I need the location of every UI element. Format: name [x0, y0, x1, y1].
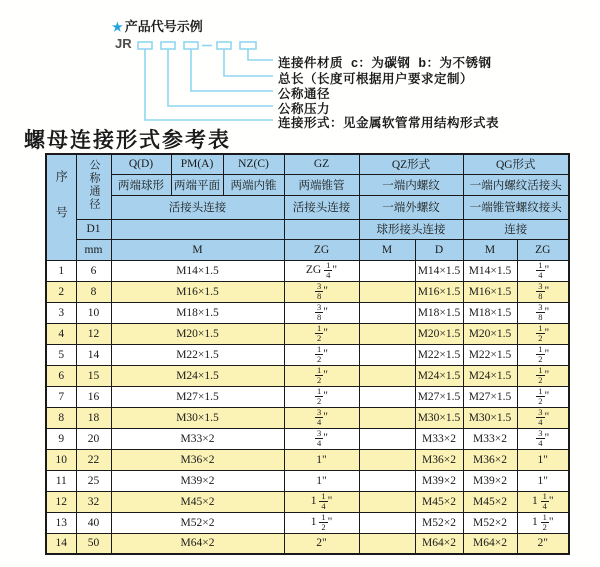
- cell-qg-m: M52×2: [463, 512, 517, 533]
- cell-qg-zg: $\frac{1}{2}$ ": [517, 344, 569, 365]
- cell-qg-m: M27×1.5: [463, 386, 517, 407]
- cell-m: M36×2: [111, 449, 284, 470]
- fraction: $\frac{1}{2}$: [538, 323, 543, 343]
- cell-qz-m: [359, 428, 415, 449]
- cell-d1: 18: [76, 407, 111, 428]
- cell-qz-m: [359, 407, 415, 428]
- fraction: $\frac{1}{4}$: [321, 491, 326, 511]
- header-desc-nzc: 两端内锥: [223, 174, 284, 195]
- cell-qg-zg: 1": [517, 449, 569, 470]
- cell-d1: 22: [76, 449, 111, 470]
- cell-qg-zg: 1 $\frac{1}{2}$ ": [517, 512, 569, 533]
- cell-qz-d: M24×1.5: [415, 365, 463, 386]
- star-icon: ★: [112, 20, 123, 34]
- callout-label-material: 连接件材质 c：为碳钢 b：为不锈钢: [278, 56, 492, 70]
- fraction: $\frac{1}{2}$: [317, 365, 322, 385]
- callout-label-form: 连接形式：见金属软管常用结构形式表: [278, 116, 500, 130]
- cell-no: 9: [46, 428, 76, 449]
- cell-qz-d: M39×2: [415, 470, 463, 491]
- fraction: $\frac{1}{2}$: [542, 512, 547, 532]
- cell-qz-d: M64×2: [415, 533, 463, 554]
- table-row: [46, 470, 569, 491]
- cell-qz-d: M45×2: [415, 491, 463, 512]
- code-box-3: [184, 42, 198, 49]
- cell-qz-m: [359, 449, 415, 470]
- fraction: $\frac{1}{4}$: [542, 491, 547, 511]
- cell-m: M24×1.5: [111, 365, 284, 386]
- cell-qz-d: M16×1.5: [415, 281, 463, 302]
- cell-qg-zg: 1": [517, 470, 569, 491]
- table-row: [46, 281, 569, 302]
- diagram-title: [112, 16, 203, 35]
- callout-label-pressure: 公称压力: [278, 102, 331, 116]
- cell-no: 6: [46, 365, 76, 386]
- header-union-connect: 活接头连接: [111, 195, 284, 219]
- cell-qg-m: M24×1.5: [463, 365, 517, 386]
- table-row: [46, 428, 569, 449]
- code-box-5: [240, 42, 256, 49]
- table-header: [46, 154, 569, 260]
- cell-qz-d: M22×1.5: [415, 344, 463, 365]
- cell-qg-m: M14×1.5: [463, 260, 517, 281]
- cell-no: 7: [46, 386, 76, 407]
- cell-d1: 8: [76, 281, 111, 302]
- cell-qg-zg: $\frac{1}{2}$ ": [517, 365, 569, 386]
- cell-no: 12: [46, 491, 76, 512]
- table-row: [46, 386, 569, 407]
- cell-qg-m: M33×2: [463, 428, 517, 449]
- diagram-title-text: 产品代号示例: [124, 19, 203, 34]
- header-desc-qd: 两端球形: [111, 174, 171, 195]
- cell-qz-d: M36×2: [415, 449, 463, 470]
- cell-zg: 1": [284, 470, 359, 491]
- fraction: $\frac{1}{4}$: [326, 260, 331, 280]
- cell-no: 13: [46, 512, 76, 533]
- cell-qg-zg: $\frac{1}{4}$ ": [517, 260, 569, 281]
- cell-m: M14×1.5: [111, 260, 284, 281]
- code-box-4: [217, 42, 231, 49]
- cell-m: M39×2: [111, 470, 284, 491]
- cell-qz-m: [359, 344, 415, 365]
- cell-qz-m: [359, 260, 415, 281]
- fraction: $\frac{1}{2}$: [538, 344, 543, 364]
- cell-qg-m: M64×2: [463, 533, 517, 554]
- cell-qz-m: [359, 491, 415, 512]
- fraction: $\frac{3}{4}$: [317, 428, 322, 448]
- table-row: [46, 302, 569, 323]
- table-body: [46, 260, 569, 554]
- cell-d1: 50: [76, 533, 111, 554]
- table-row: [46, 512, 569, 533]
- table-row: [46, 449, 569, 470]
- cell-zg: 2": [284, 533, 359, 554]
- table-row: [46, 407, 569, 428]
- cell-m: M20×1.5: [111, 323, 284, 344]
- cell-zg: $\frac{1}{2}$ ": [284, 344, 359, 365]
- fraction: $\frac{1}{2}$: [317, 386, 322, 406]
- cell-d1: 12: [76, 323, 111, 344]
- cell-qz-d: M18×1.5: [415, 302, 463, 323]
- callout-label-length: 总长（长度可根据用户要求定制）: [278, 72, 474, 86]
- cell-qz-m: [359, 302, 415, 323]
- table-row: [46, 323, 569, 344]
- cell-d1: 15: [76, 365, 111, 386]
- fraction: $\frac{1}{2}$: [538, 386, 543, 406]
- table-row: [46, 344, 569, 365]
- cell-no: 5: [46, 344, 76, 365]
- header-unit-zg: ZG: [284, 239, 359, 260]
- cell-zg: ZG $\frac{1}{4}$ ": [284, 260, 359, 281]
- cell-qg-zg: $\frac{1}{2}$ ": [517, 386, 569, 407]
- header-unit-qg-m: M: [463, 239, 517, 260]
- cell-m: M52×2: [111, 512, 284, 533]
- cell-no: 1: [46, 260, 76, 281]
- header-desc-qz: 一端内螺纹: [359, 174, 463, 195]
- cell-m: M45×2: [111, 491, 284, 512]
- header-taper-thread-joint: 一端锥管螺纹接头: [463, 195, 569, 219]
- fraction: $\frac{1}{2}$: [538, 365, 543, 385]
- cell-qz-d: M52×2: [415, 512, 463, 533]
- fraction: $\frac{3}{8}$: [317, 281, 322, 301]
- cell-m: M16×1.5: [111, 281, 284, 302]
- cell-d1: 25: [76, 470, 111, 491]
- cell-zg: $\frac{1}{2}$ ": [284, 386, 359, 407]
- fraction: $\frac{3}{4}$: [538, 428, 543, 448]
- nut-connection-table: [45, 153, 570, 555]
- cell-qg-m: M39×2: [463, 470, 517, 491]
- cell-qg-zg: $\frac{3}{4}$ ": [517, 407, 569, 428]
- table-row: [46, 533, 569, 554]
- cell-d1: 16: [76, 386, 111, 407]
- cell-d1: 20: [76, 428, 111, 449]
- cell-qz-m: [359, 386, 415, 407]
- callout-line-pressure: [168, 49, 273, 106]
- cell-zg: $\frac{3}{8}$ ": [284, 281, 359, 302]
- header-form-pma: PM(A): [171, 154, 223, 174]
- header-form-qz: QZ形式: [359, 154, 463, 174]
- cell-m: M33×2: [111, 428, 284, 449]
- header-form-nzc: NZ(C): [223, 154, 284, 174]
- header-empty-m: [111, 219, 284, 239]
- cell-qz-m: [359, 470, 415, 491]
- cell-qz-m: [359, 323, 415, 344]
- header-desc-gz: 两端锥管: [284, 174, 359, 195]
- cell-qz-d: M27×1.5: [415, 386, 463, 407]
- fraction: $\frac{1}{4}$: [538, 260, 543, 280]
- cell-qg-zg: 1 $\frac{1}{4}$ ": [517, 491, 569, 512]
- cell-qg-zg: 2": [517, 533, 569, 554]
- header-external-thread: 一端外螺纹: [359, 195, 463, 219]
- header-form-gz: GZ: [284, 154, 359, 174]
- header-empty-gz: [284, 219, 359, 239]
- cell-qg-m: M18×1.5: [463, 302, 517, 323]
- cell-m: M64×2: [111, 533, 284, 554]
- cell-qg-m: M30×1.5: [463, 407, 517, 428]
- cell-zg: $\frac{1}{2}$ ": [284, 323, 359, 344]
- cell-no: 14: [46, 533, 76, 554]
- cell-zg: $\frac{3}{8}$ ": [284, 302, 359, 323]
- cell-d1: 10: [76, 302, 111, 323]
- product-code-diagram: [0, 0, 600, 130]
- code-box-1: [138, 42, 152, 49]
- code-box-2: [161, 42, 175, 49]
- cell-zg: $\frac{3}{4}$ ": [284, 407, 359, 428]
- header-unit-qz-d: D: [415, 239, 463, 260]
- header-desc-qg: 一端内螺纹活接头: [463, 174, 569, 195]
- cell-m: M22×1.5: [111, 344, 284, 365]
- cell-qg-m: M20×1.5: [463, 323, 517, 344]
- table-row: [46, 491, 569, 512]
- fraction: $\frac{1}{2}$: [321, 512, 326, 532]
- cell-qg-zg: $\frac{3}{8}$ ": [517, 281, 569, 302]
- header-form-qd: Q(D): [111, 154, 171, 174]
- cell-no: 3: [46, 302, 76, 323]
- table-row: [46, 365, 569, 386]
- header-connect: 连接: [463, 219, 569, 239]
- cell-qg-m: M36×2: [463, 449, 517, 470]
- header-form-qg: QG形式: [463, 154, 569, 174]
- cell-qz-m: [359, 365, 415, 386]
- cell-m: M18×1.5: [111, 302, 284, 323]
- cell-zg: 1 $\frac{1}{2}$ ": [284, 512, 359, 533]
- fraction: $\frac{3}{8}$: [317, 302, 322, 322]
- cell-qg-zg: $\frac{3}{4}$ ": [517, 428, 569, 449]
- header-nominal-diameter: [76, 154, 111, 219]
- cell-zg: $\frac{3}{4}$ ": [284, 428, 359, 449]
- cell-qg-m: M16×1.5: [463, 281, 517, 302]
- callout-line-material: [248, 49, 273, 60]
- header-desc-pma: 两端平面: [171, 174, 223, 195]
- header-ball-joint-connect: 球形接头连接: [359, 219, 463, 239]
- cell-qz-d: M14×1.5: [415, 260, 463, 281]
- fraction: $\frac{1}{2}$: [317, 344, 322, 364]
- fraction: $\frac{3}{4}$: [317, 407, 322, 427]
- cell-zg: 1 $\frac{1}{4}$ ": [284, 491, 359, 512]
- cell-d1: 6: [76, 260, 111, 281]
- cell-no: 2: [46, 281, 76, 302]
- header-mm: mm: [76, 239, 111, 260]
- cell-qz-m: [359, 512, 415, 533]
- cell-qg-zg: $\frac{3}{8}$ ": [517, 302, 569, 323]
- cell-no: 8: [46, 407, 76, 428]
- header-unit-qg-zg: ZG: [517, 239, 569, 260]
- header-nominal-diameter-label: 公称通径: [88, 159, 100, 212]
- cell-qz-d: M30×1.5: [415, 407, 463, 428]
- cell-d1: 14: [76, 344, 111, 365]
- cell-zg: 1": [284, 449, 359, 470]
- cell-m: M27×1.5: [111, 386, 284, 407]
- table-row: [46, 260, 569, 281]
- header-d1: D1: [76, 219, 111, 239]
- cell-no: 11: [46, 470, 76, 491]
- cell-qg-m: M45×2: [463, 491, 517, 512]
- fraction: $\frac{3}{8}$: [538, 302, 543, 322]
- cell-qg-zg: $\frac{1}{2}$ ": [517, 323, 569, 344]
- cell-qz-d: M33×2: [415, 428, 463, 449]
- cell-zg: $\frac{1}{2}$ ": [284, 365, 359, 386]
- fraction: $\frac{3}{4}$: [538, 407, 543, 427]
- table-title: 螺母连接形式参考表: [24, 128, 231, 152]
- fraction: $\frac{3}{8}$: [538, 281, 543, 301]
- header-seq-label: 序号: [54, 169, 69, 242]
- cell-qz-d: M20×1.5: [415, 323, 463, 344]
- cell-no: 10: [46, 449, 76, 470]
- cell-qz-m: [359, 533, 415, 554]
- code-prefix: JR: [115, 36, 132, 51]
- cell-qz-m: [359, 281, 415, 302]
- header-seq: [46, 154, 76, 260]
- fraction: $\frac{1}{2}$: [317, 323, 322, 343]
- callout-label-diameter: 公称通径: [278, 87, 331, 101]
- header-unit-qz-m: M: [359, 239, 415, 260]
- header-union-connect-gz: 活接头连接: [284, 195, 359, 219]
- cell-qg-m: M22×1.5: [463, 344, 517, 365]
- cell-d1: 32: [76, 491, 111, 512]
- cell-m: M30×1.5: [111, 407, 284, 428]
- cell-d1: 40: [76, 512, 111, 533]
- callout-line-diameter: [191, 49, 273, 91]
- header-unit-m: M: [111, 239, 284, 260]
- cell-no: 4: [46, 323, 76, 344]
